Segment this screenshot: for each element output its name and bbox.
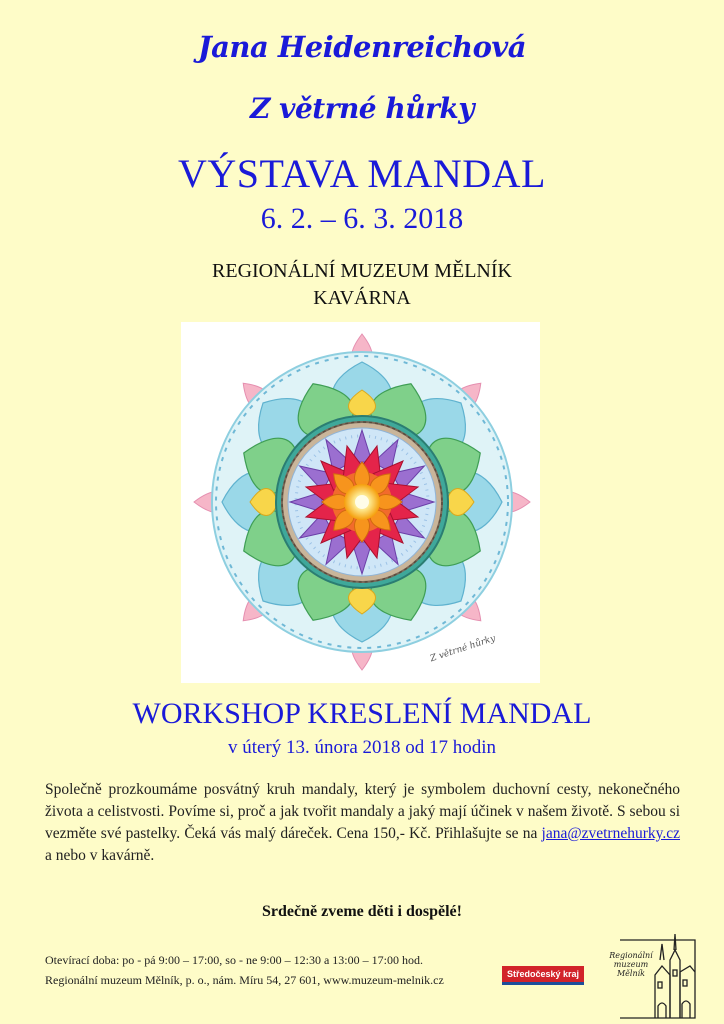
- museum-logo-line3: Mělník: [616, 969, 646, 978]
- signup-suffix: a nebo v kavárně.: [45, 847, 155, 864]
- museum-address: Regionální muzeum Mělník, p. o., nám. Míru 54, 27 601, www.muzeum-melnik.cz: [45, 973, 444, 987]
- exhibition-title: VÝSTAVA MANDAL: [178, 151, 546, 196]
- mandala-drawing: [181, 322, 540, 683]
- museum-logo-line1: Regionální: [609, 951, 653, 960]
- region-logo: Středočeský kraj: [502, 966, 584, 985]
- invitation-text: Srdečně zveme děti i dospělé!: [262, 903, 462, 920]
- workshop-description: [45, 779, 680, 867]
- author-name: Jana Heidenreichová: [197, 30, 527, 64]
- museum-logo-line2: muzeum: [613, 960, 649, 969]
- exhibition-dates: 6. 2. – 6. 3. 2018: [260, 202, 464, 235]
- artwork-signature: Z větrné hůrky: [429, 633, 497, 665]
- signup-prefix: Přihlašujte se na: [435, 825, 542, 842]
- venue-room: KAVÁRNA: [313, 287, 411, 309]
- venue-name: REGIONÁLNÍ MUZEUM MĚLNÍK: [212, 260, 512, 282]
- opening-hours: Otevírací doba: po - pá 9:00 – 17:00, so - ne 9:00 – 12:30 a 13:00 – 17:00 hod.: [45, 953, 423, 967]
- footer: [45, 950, 505, 990]
- museum-logo-text: [608, 951, 654, 978]
- description-text: Společně prozkoumáme posvátný kruh mandaly, který je symbolem duchovní cesty, nekonečného života a celistvosti. Povíme si, proč a jak tvořit mandaly a jaký mají účinek v našem životě. S sebou si vezměte své pastelky. Čeká vás malý dáreček. Cena 150,- Kč.: [45, 781, 680, 842]
- email-link[interactable]: jana@zvetrnehurky.cz: [541, 825, 681, 842]
- exhibition-subtitle: Z větrné hůrky: [249, 92, 474, 125]
- venue: [0, 258, 724, 312]
- mandala-artwork: [181, 322, 540, 683]
- workshop-title: WORKSHOP KRESLENÍ MANDAL: [132, 697, 592, 730]
- workshop-date: v úterý 13. února 2018 od 17 hodin: [227, 737, 497, 758]
